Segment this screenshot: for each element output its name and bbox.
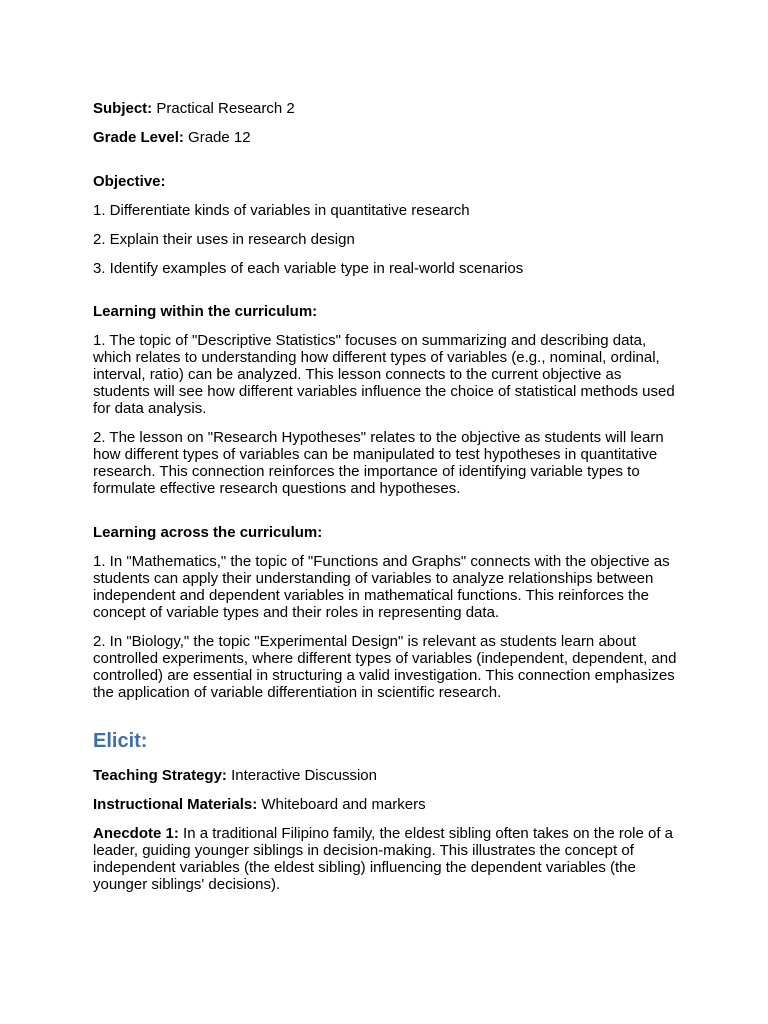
anecdote-paragraph [93, 825, 678, 893]
subject-line [93, 100, 678, 117]
across-curriculum-paragraph: 1. In "Mathematics," the topic of "Functions and Graphs" connects with the objective as students can apply their understanding of variables to analyze relationships between independent and dependent variables in mathematical functions. This reinforces the concept of variable types and their roles in representing data. [93, 553, 670, 621]
objective-item: 3. Identify examples of each variable type in real-world scenarios [93, 260, 524, 277]
grade-level-value: Grade 12 [188, 129, 251, 146]
document-content [93, 100, 678, 905]
within-curriculum-heading: Learning within the curriculum: [93, 303, 318, 320]
objective-item: 2. Explain their uses in research design [93, 231, 355, 248]
within-curriculum-paragraph: 1. The topic of "Descriptive Statistics" focuses on summarizing and describing data, which relates to understanding how different types of variables (e.g., nominal, ordinal, interval, ratio) can be analyzed. This lesson connects to the current objective as students will see how different variables influence the choice of statistical methods used for data analysis. [93, 332, 675, 417]
instructional-materials-line [93, 796, 678, 813]
across-curriculum-heading: Learning across the curriculum: [93, 524, 323, 541]
across-curriculum-paragraph: 2. In "Biology," the topic "Experimental Design" is relevant as students learn about controlled experiments, where different types of variables (independent, dependent, and controlled) are essential in structuring a valid investigation. This connection emphasizes the application of variable differentiation in scientific research. [93, 633, 677, 701]
anecdote-label: Anecdote 1: [93, 825, 179, 842]
elicit-heading: Elicit: [93, 730, 148, 752]
instructional-materials-label: Instructional Materials: [93, 796, 258, 813]
grade-level-label: Grade Level: [93, 129, 184, 146]
teaching-strategy-label: Teaching Strategy: [93, 767, 227, 784]
subject-value: Practical Research 2 [156, 100, 295, 117]
objective-item: 1. Differentiate kinds of variables in quantitative research [93, 202, 470, 219]
subject-label: Subject: [93, 100, 153, 117]
teaching-strategy-value: Interactive Discussion [231, 767, 377, 784]
within-curriculum-paragraph: 2. The lesson on "Research Hypotheses" relates to the objective as students will learn how different types of variables can be manipulated to test hypotheses in quantitative research. This connection reinforces the importance of identifying variable types to formulate effective research questions and hypotheses. [93, 429, 664, 497]
anecdote-text: In a traditional Filipino family, the eldest sibling often takes on the role of a leader, guiding younger siblings in decision-making. This illustrates the concept of independent variables (the eldest sibling) influencing the dependent variables (the younger siblings' decisions). [93, 825, 674, 893]
grade-level-line [93, 129, 678, 146]
teaching-strategy-line [93, 767, 678, 784]
objective-heading: Objective: [93, 173, 166, 190]
instructional-materials-value: Whiteboard and markers [261, 796, 426, 813]
